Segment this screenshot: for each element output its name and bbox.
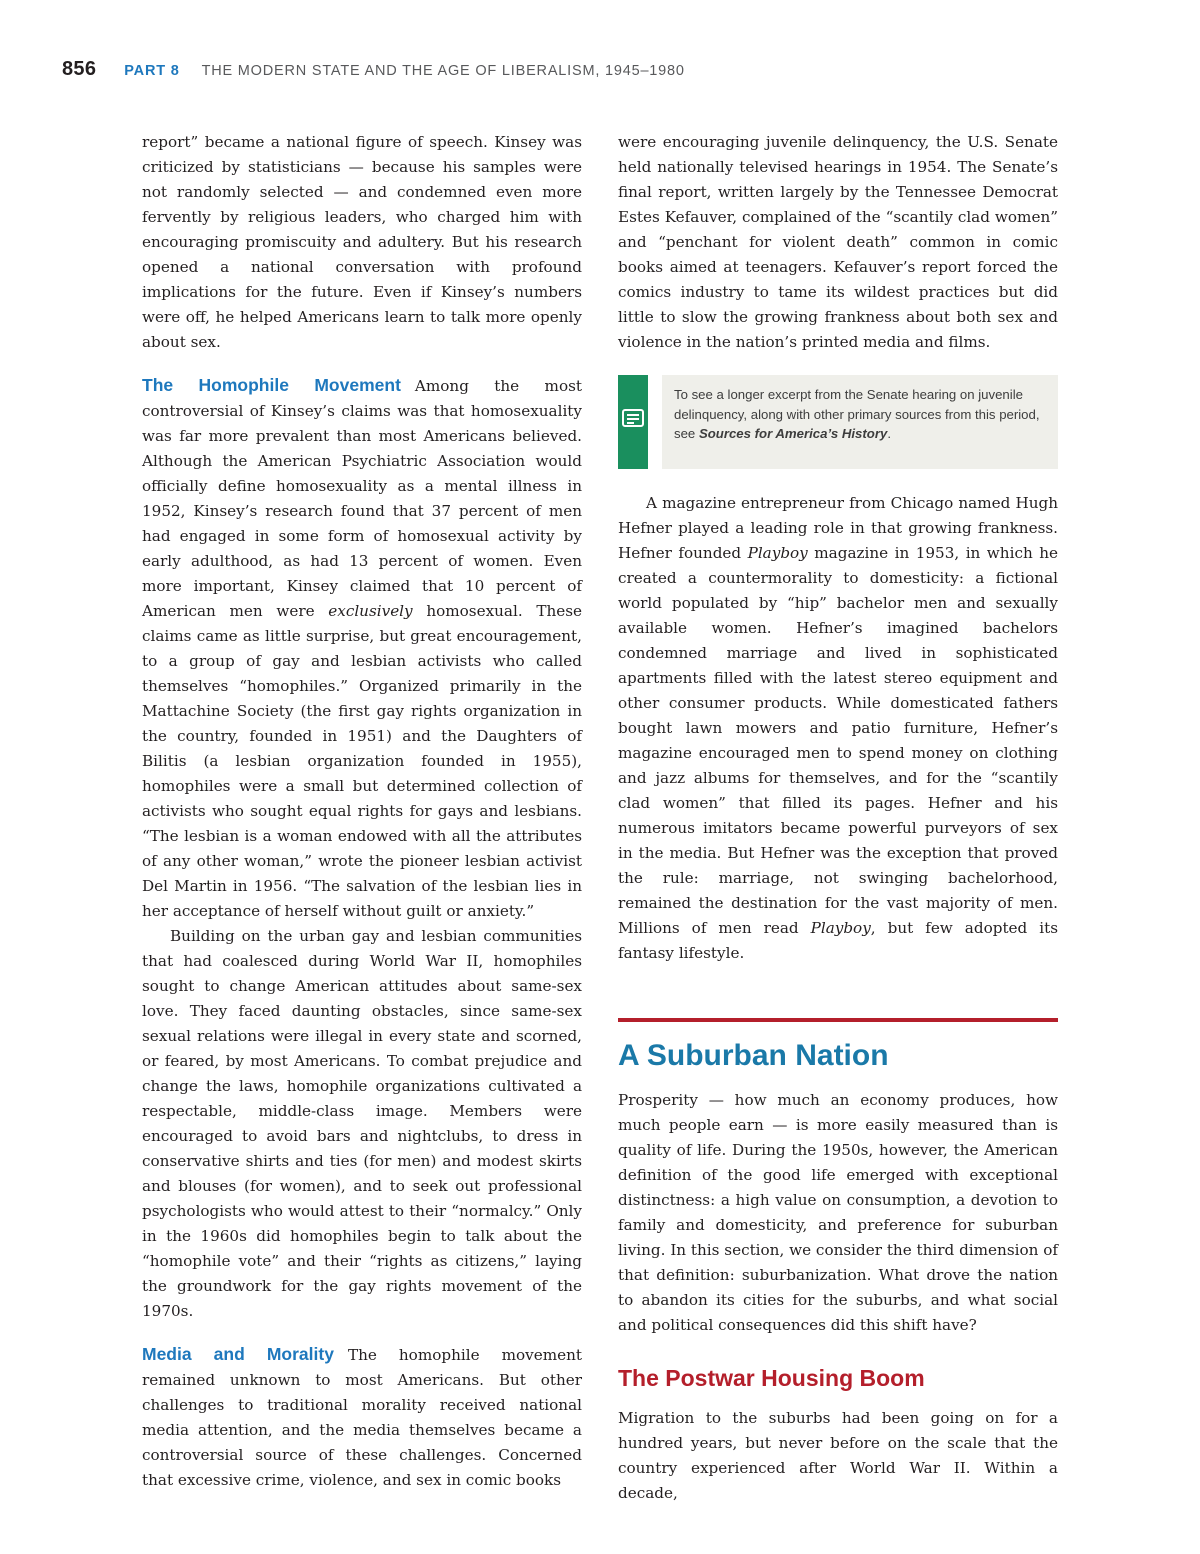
section-title: A Suburban Nation <box>618 1039 889 1072</box>
part-title: THE MODERN STATE AND THE AGE OF LIBERALISM, 1945–1980 <box>201 63 685 79</box>
callout-book-title: Sources for America’s History <box>698 426 888 441</box>
paragraph: report” became a national figure of speech. Kinsey was criticized by statisticians — because his samples were not randomly selected — and condemned even more fervently by religious leaders, who charged him with encouraging promiscuity and adultery. But his research opened a national conversation with profound implications for the future. Even if Kinsey’s numbers were off, he helped Americans learn to talk more openly about sex. <box>142 133 582 351</box>
run-in-heading-media: Media and Morality <box>142 1344 334 1364</box>
paragraph-homophile <box>142 373 582 924</box>
paragraph: Migration to the suburbs had been going on for a hundred years, but never before on the scale that the country experienced after World War II. Within a decade, <box>618 1409 1058 1502</box>
emphasis-playboy: Playboy <box>747 544 808 562</box>
paragraph-text: The homophile movement remained unknown to most Americans. But other challenges to traditional morality received national media attention, and the media themselves became a controversial source of these challenges. Concerned that excessive crime, violence, and sex in comic books <box>142 1346 582 1489</box>
subsection-title: The Postwar Housing Boom <box>618 1365 925 1391</box>
paragraph: Prosperity — how much an economy produces, how much people earn — is more easily measured than is quality of life. During the 1950s, however, the American definition of the good life emerged with exceptional distinctness: a high value on consumption, a devotion to family and domesticity, and preference for suburban living. In this section, we consider the third dimension of that definition: suburbanization. What drove the nation to abandon its cities for the suburbs, and what social and political consequences did this shift have? <box>618 1091 1058 1334</box>
emphasis-playboy: Playboy <box>810 919 871 937</box>
paragraph: were encouraging juvenile delinquency, the U.S. Senate held nationally televised hearings in 1954. The Senate’s final report, written largely by the Tennessee Democrat Estes Kefauver, complained of the “scantily clad women” and “penchant for violent death” common in comic books aimed at teenagers. Kefauver’s report forced the comics industry to tame its wildest practices but did little to slow the growing frankness about both sex and violence in the nation’s printed media and films. <box>618 133 1058 351</box>
callout-text: To see a longer excerpt from the Senate hearing on juvenile delinquency, along with other primary sources from this period, see Sources for America’s History. <box>662 375 1058 469</box>
paragraph-hefner: A magazine entrepreneur from Chicago named Hugh Hefner played a leading role in that growing frankness. Hefner founded Playboy magazine in 1953, in which he created a countermorality to domesticity: a fictional world populated by “hip” bachelor men and sexually available women. Hefner’s imagined bachelors condemned marriage and lived in sophisticated apartments filled with the latest stereo equipment and other consumer products. While domesticated fathers bought lawn mowers and patio furniture, Hefner’s magazine encouraged men to spend money on clothing and jazz albums for themselves, and for the “scantily clad women” that filled its pages. Hefner and his numerous imitators became powerful purveyors of sex in the media. But Hefner was the exception that proved the rule: marriage, not swinging bachelorhood, remained the destination for the vast majority of men. Millions of men read Playboy, but few adopted its fantasy lifestyle. <box>618 494 1058 962</box>
running-header <box>62 58 685 81</box>
sources-callout <box>618 375 1058 469</box>
left-column <box>142 130 582 1493</box>
callout-bar <box>618 375 648 469</box>
paragraph-text: Among the most controversial of Kinsey’s claims was that homosexuality was far more prevalent than most Americans believed. Although the American Psychiatric Association would officially define homosexuality as a mental illness in 1952, Kinsey’s research found that 37 percent of men had engaged in some form of homosexual activity by early adulthood, as had 13 percent of women. Even more important, Kinsey claimed that 10 percent of American men were <box>142 377 582 620</box>
right-column <box>618 130 1058 1506</box>
paragraph-text: homosexual. These claims came as little surprise, but great encouragement, to a group of gay and lesbian activists who called themselves “homophiles.” Organized primarily in the Mattachine Society (the first gay rights organization in the country, founded in 1951) and the Daughters of Bilitis (a lesbian organization founded in 1955), homophiles were a small but determined collection of activists who sought equal rights for gays and lesbians. “The lesbian is a woman endowed with all the attributes of any other woman,” wrote the pioneer lesbian activist Del Martin in 1956. “The salvation of the lesbian lies in her acceptance of herself without guilt or anxiety.” <box>142 602 583 920</box>
part-label: PART 8 <box>124 63 180 79</box>
paragraph-media <box>142 1342 582 1493</box>
document-icon <box>622 408 644 436</box>
page-number: 856 <box>62 58 97 80</box>
run-in-heading-homophile: The Homophile Movement <box>142 375 401 395</box>
emphasis: exclusively <box>328 602 413 620</box>
paragraph: Building on the urban gay and lesbian communities that had coalesced during World War II, homophiles sought to change American attitudes about same-sex love. They faced daunting obstacles, since same-sex sexual relations were illegal in every state and scorned, or feared, by most Americans. To combat prejudice and change the laws, homophile organizations cultivated a respectable, middle-class image. Members were encouraged to avoid bars and nightclubs, to dress in conservative shirts and ties (for men) and modest skirts and blouses (for women), and to seek out professional psychologists who would attest to their “normalcy.” Only in the 1960s did homophiles begin to talk about the “homophile vote” and their “rights as citizens,” laying the groundwork for the gay rights movement of the 1970s. <box>142 927 582 1320</box>
section-rule <box>618 1018 1058 1022</box>
